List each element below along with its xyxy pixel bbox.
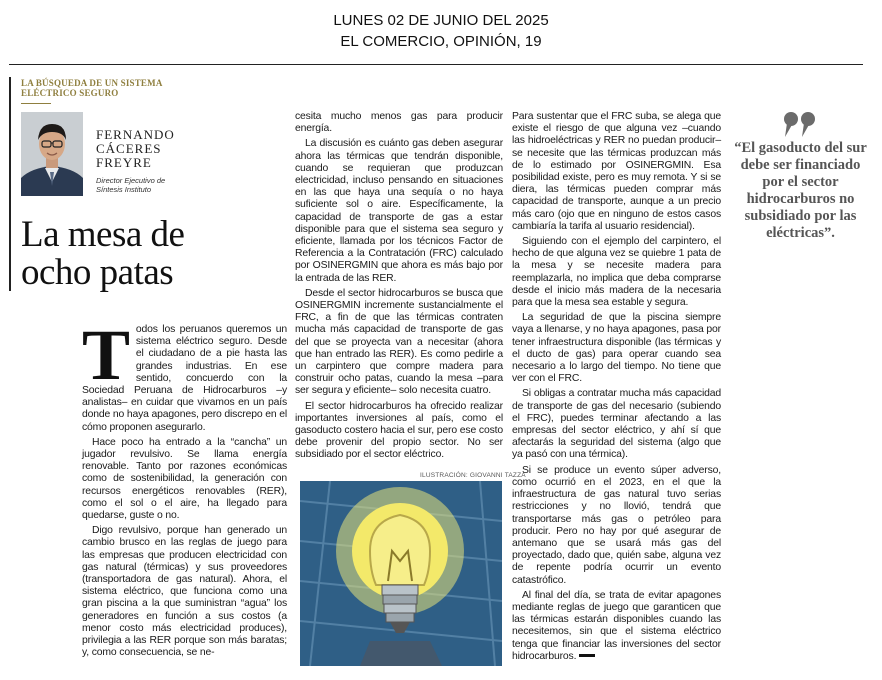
author-portrait-icon [21,112,83,196]
paragraph: Si obligas a contratar mucha más capacidad de transporte de gas del necesario (subiendo el FRC), puedes terminar afectando a las empresas del sector eléctrico, y ahí sí que afectarás la seguridad del sistema (algo que ya pasó con una térmica). [512,388,721,461]
end-mark [579,654,595,657]
section-kicker: LA BÚSQUEDA DE UN SISTEMA ELÉCTRICO SEGURO [21,78,163,98]
paragraph: Siguiendo con el ejemplo del carpintero, el hecho de que alguna vez se quiebre 1 pata de la mesa y se necesite madera para reemplazarla, no implica que deba comprarse desde el inicio más madera de la necesaria para que la mesa sea estable y segura. [512,236,721,309]
paragraph [512,590,721,663]
author-role-line: Síntesis Instituto [96,185,152,194]
paragraph: Para sustentar que el FRC suba, se alega que existe el riesgo de que alguna vez –cuando las hidroeléctricas y RER no puedan producir– se necesite que las térmicas produzcan más de lo estimado por OSINERGMIN. Esa posibilidad existe, pero es muy remota. Y si se diera, las térmicas pueden comprar más capacidad de transporte, aunque a un precio más caro (ojo que en ninguno de estos casos cambiaría la tarifa al usuario residencial). [512,111,721,232]
paragraph: Hace poco ha entrado a la “cancha” un jugador revulsivo. Se llama energía renovable. Tanto por razones económicas como de sostenibilidad, la generación con recursos energéticos renovables (RER), como el sol o el aire, ha llegado para quedarse, guste o no. [82,436,287,522]
page-dateline [0,10,882,52]
paragraph: cesita mucho menos gas para producir energía. [295,111,503,135]
author-role-line: Director Ejecutivo de [96,176,166,185]
paragraph: El sector hidrocarburos ha ofrecido realizar importantes inversiones al país, como el gasoducto costero hacia el sur, pero ese costo debe provenir del propio sector. No ser subsidiado por el sector eléctrico. [295,400,503,461]
page-date: LUNES 02 DE JUNIO DEL 2025 [333,12,549,29]
author-name [96,128,286,170]
paragraph: La discusión es cuánto gas deben asegurar ahora las térmicas que tendrán disponible, cuando se requieran que produzcan electricidad, incluso pensando en situaciones en las que haya una sequía o no haya suficiente sol o aire. Específicamente, la capacidad de transporte de gas a estar disponible para que el sistema sea seguro y eficiente, llamada por los técnicos Factor de Referencia a la Contratación (FRC) calculado por OSINERGMIN que ahora es más bajo por la entrada de las RER. [295,138,503,284]
paragraph [82,315,287,434]
article-column-2 [295,111,503,465]
article-column-1 [82,315,287,662]
header-rule [9,64,863,65]
headline-line: ocho patas [21,252,174,293]
author-photo [21,112,83,196]
pull-quote: “El gasoducto del sur debe ser financiado por el sector hidrocarburos no subsidiado por las eléctricas”. [734,140,867,241]
headline-line: La mesa de [21,214,185,255]
author-name-line: FERNANDO [96,127,175,142]
author-name-line: FREYRE [96,155,152,170]
lightbulb-illustration [300,481,502,666]
article-column-3 [512,111,721,666]
article-headline [21,216,261,292]
illustration-credit: ILUSTRACIÓN: GIOVANNI TAZZA [420,472,526,479]
byline-bar [9,77,11,291]
paragraph-text: Al final del día, se trata de evitar apagones mediante reglas de juego que garanticen que las térmicas estarán disponibles cuando las necesitemos, sin que el sistema eléctrico tenga que financiar las inversiones del sector hidrocarburos. [512,589,721,662]
lightbulb-icon [300,481,502,666]
paragraph: Digo revulsivo, porque han generado un cambio brusco en las reglas de juego para las empresas que producen electricidad con gas natural (térmicas) y sus proveedores (transportadora de gas natural). Ahora, el sistema eléctrico, que funciona como una gran piscina a la que suministran “agua” los generadores en función a sus costos (a menor costo más electricidad produces), privilegia a las RER porque son más baratas; y, como consecuencia, se ne- [82,525,287,659]
paragraph-text: odos los peruanos queremos un sistema eléctrico seguro. Desde el ciudadano de a pie hasta las grandes industrias. En ese sentido, concuerdo con la Sociedad Peruana de Hidrocarburos –y analistas– en cuidar que vivamos en un país donde no haya apagones, pero discrepo en el cómo proponen asegurarlo. [82,324,287,433]
author-role [96,176,216,194]
paragraph: Si se produce un evento súper adverso, como ocurrió en el 2023, en el que la infraestructura de gas natural tuvo serias restricciones y no llovió, tendrá que transportarse más gas o petróleo para producir. Pero no hay por qué asegurar de antemano que se usará más gas del proyectado, dado que, quién sabe, alguna vez de repente podría ocurrir un evento catastrófico. [512,464,721,586]
kicker-rule [21,103,51,104]
paragraph: Desde el sector hidrocarburos se busca que OSINERGMIN incremente sustancialmente el FRC, a fin de que las térmicas contraten mucha más capacidad de transporte de gas del que se proyecta van a necesitar (ahora que han entrado las RER). Es como pedirle a un carpintero que compre madera para construir ocho patas, cuando la mesa –para ser segura y eficiente– solo necesita cuatro. [295,287,503,397]
paragraph: La seguridad de que la piscina siempre vaya a llenarse, y no haya apagones, pasa por tener infraestructura disponible (las térmicas y el ducto de gas) para operar cuando sea necesario a lo largo del tiempo. No tiene que ver con el FRC. [512,312,721,385]
dropcap: T [82,315,130,395]
page-edition: EL COMERCIO, OPINIÓN, 19 [340,33,542,50]
author-name-line: CÁCERES [96,141,162,156]
